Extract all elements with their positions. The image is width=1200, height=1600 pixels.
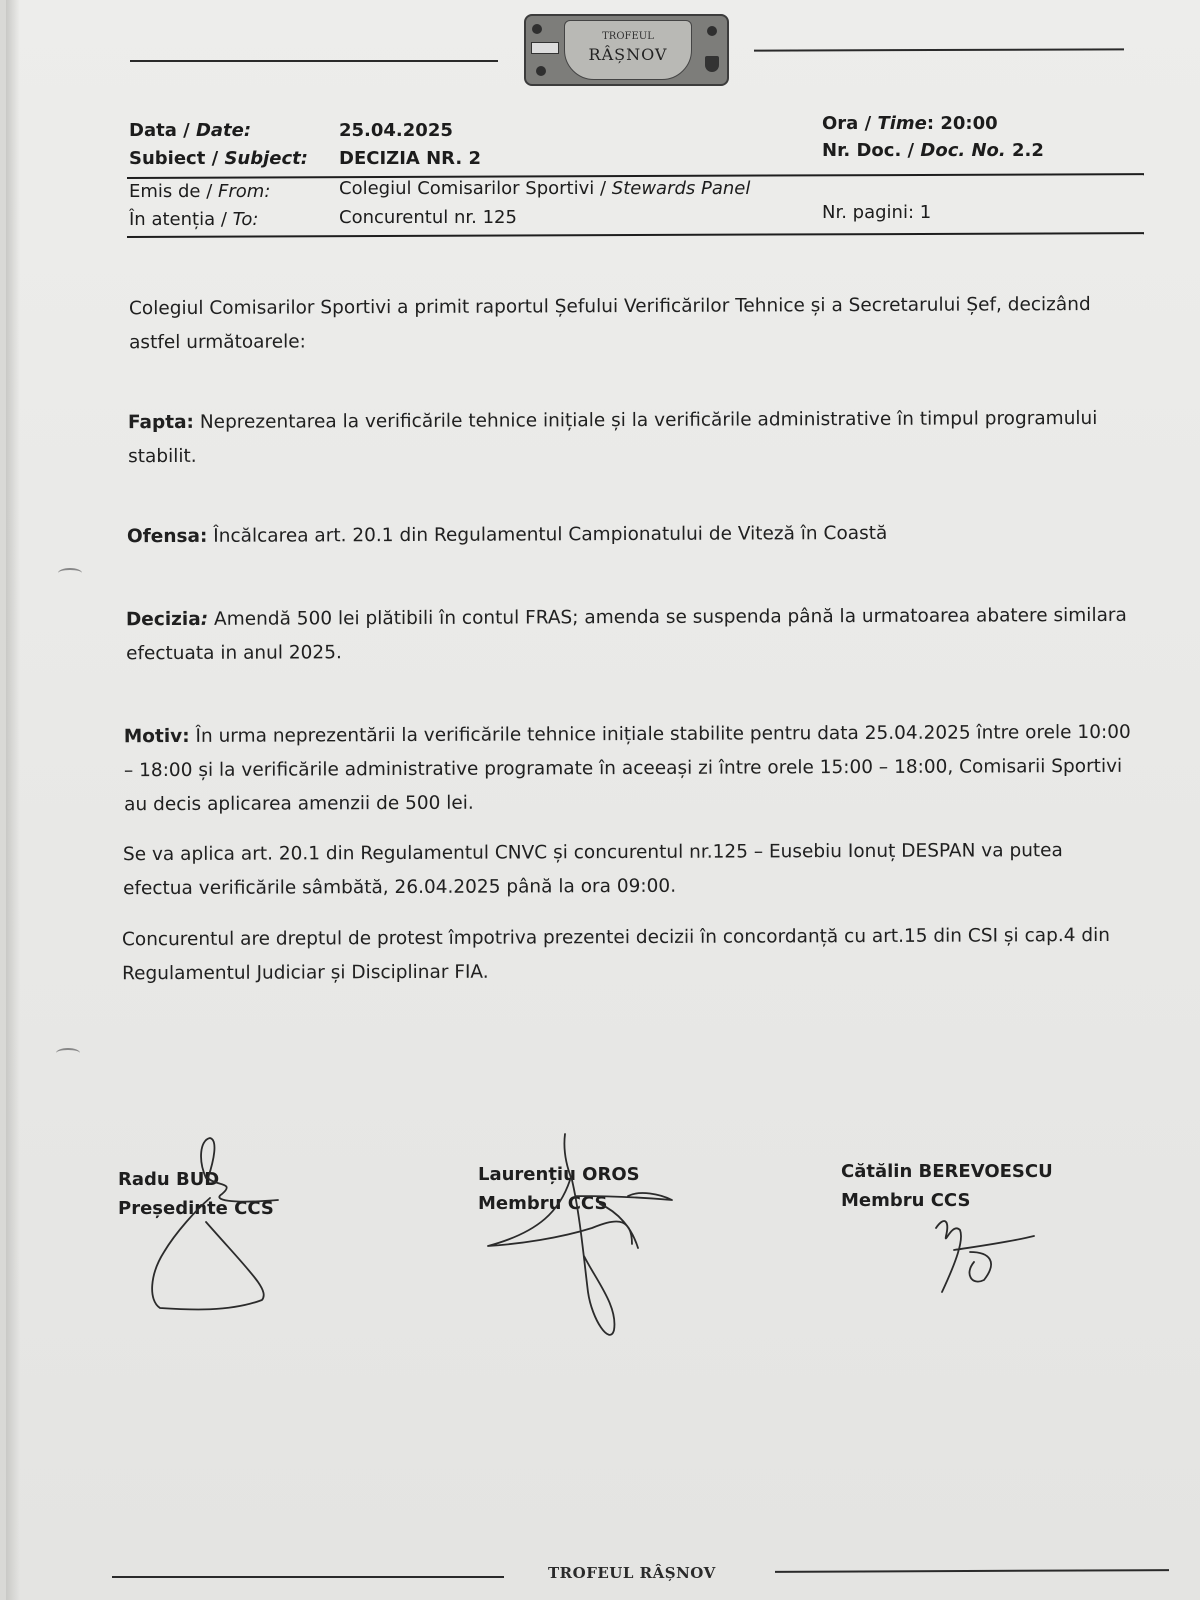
signer-role: Membru CCS [841, 1190, 971, 1211]
motiv-paragraph: Motiv: În urma neprezentării la verificările tehnice inițiale stabilite pentru data 25.04.2025 între orele 10:00 – 18:00 și la verificările administrative programate în aceeași zi între orele 15:00 – 18:00, Comisarii Sportivi au decis aplicarea amenzii de 500 lei. [123, 721, 1131, 816]
date-value: 25.04.2025 [339, 120, 453, 141]
intro-paragraph: Colegiul Comisarilor Sportivi a primit raportul Șefului Verificărilor Tehnice și a Secretarului Șef, decizând astfel următoarele: [128, 294, 1091, 354]
footer-line-left [112, 1576, 504, 1578]
signer-role: Membru CCS [478, 1193, 608, 1214]
punch-hole-mark-lower [56, 1048, 80, 1058]
signature-block-member-2 [841, 1157, 1053, 1215]
logo-plate [564, 20, 692, 80]
event-logo [524, 14, 729, 86]
footer-event-name: TROFEUL RÂȘNOV [548, 1564, 716, 1582]
subject-label: Subiect / Subject: [129, 148, 308, 169]
subject-value: DECIZIA NR. 2 [339, 148, 481, 169]
date-label: Data / Date: [129, 120, 252, 141]
article-paragraph: Se va aplica art. 20.1 din Regulamentul CNVC și concurentul nr.125 – Eusebiu Ionuț DESPAN va putea efectua verificările sâmbătă, 26.04.2025 până la ora 09:00. [122, 840, 1063, 900]
signer-name: Radu BUD [118, 1169, 220, 1190]
sheet-edge-shadow [6, 0, 20, 1600]
signer-name: Cătălin BEREVOESCU [841, 1161, 1053, 1182]
decizia-paragraph: Decizia: Amendă 500 lei plătibili în contul FRAS; amenda se suspenda până la urmatoarea abatere similara efectuata in anul 2025. [125, 604, 1127, 665]
page-count: Nr. pagini: 1 [822, 202, 932, 223]
logo-top-text: TROFEUL [602, 31, 654, 42]
to-label: În atenția / To: [129, 209, 259, 230]
logo-dot-left [532, 24, 542, 34]
signer-name: Laurențiu OROS [478, 1164, 640, 1185]
header-line-left [130, 60, 498, 62]
signature-block-member-1 [478, 1160, 640, 1218]
punch-hole-mark-upper [58, 568, 82, 578]
signer-role: Președinte CCS [118, 1198, 274, 1219]
shield-icon [705, 56, 719, 72]
to-value: Concurentul nr. 125 [339, 207, 517, 228]
from-label: Emis de / From: [129, 181, 271, 202]
ofensa-paragraph: Ofensa: Încălcarea art. 20.1 din Regulamentul Campionatului de Viteză în Coastă [126, 522, 888, 548]
signature-block-president [118, 1165, 274, 1223]
from-value: Colegiul Comisarilor Sportivi / Stewards Panel [339, 178, 751, 199]
protest-paragraph: Concurentul are dreptul de protest împotriva prezentei decizii în concordanță cu art.15 din CSI și cap.4 din Regulamentul Judiciar și Disciplinar FIA. [121, 924, 1110, 985]
logo-badge-left [531, 42, 559, 54]
doc-number-field: Nr. Doc. / Doc. No. 2.2 [822, 140, 1044, 161]
logo-dot-left-bottom [536, 66, 546, 76]
fapta-paragraph: Fapta: Neprezentarea la verificările tehnice inițiale și la verificările administrative în timpul programului stabilit. [127, 407, 1098, 468]
time-field: Ora / Time: 20:00 [822, 113, 998, 134]
logo-name-text: RÂȘNOV [588, 45, 668, 64]
logo-dot-right [707, 26, 717, 36]
